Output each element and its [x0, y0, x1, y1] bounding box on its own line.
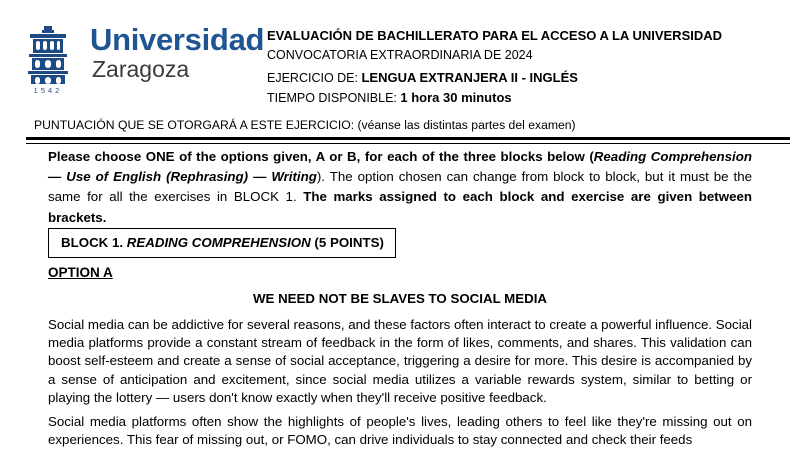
- logo-city-name: Zaragoza: [92, 56, 190, 82]
- instructions: [48, 147, 752, 228]
- block-prefix: BLOCK 1.: [61, 235, 127, 250]
- block-title: READING COMPREHENSION: [126, 235, 311, 250]
- exercise-line: [267, 70, 578, 85]
- logo-year: 1542: [33, 86, 63, 95]
- logo-university-name: Universidad: [90, 22, 265, 57]
- exam-session: CONVOCATORIA EXTRAORDINARIA DE 2024: [267, 48, 533, 62]
- block-heading: [48, 228, 396, 258]
- block-points: (5 POINTS): [310, 235, 384, 250]
- instructions-part4: The marks assigned to each block and exercise are given between brackets.: [48, 189, 752, 225]
- university-tower-emblem-icon: [25, 26, 71, 84]
- exam-title: EVALUACIÓN DE BACHILLERATO PARA EL ACCESO A LA UNIVERSIDAD: [267, 28, 723, 43]
- article-title: WE NEED NOT BE SLAVES TO SOCIAL MEDIA: [252, 291, 548, 306]
- time-line: [267, 90, 512, 105]
- header-divider-thin: [26, 143, 790, 144]
- score-line: PUNTUACIÓN QUE SE OTORGARÁ A ESTE EJERCICIO: (véanse las distintas partes del examen): [34, 118, 576, 132]
- time-label: TIEMPO DISPONIBLE:: [267, 91, 397, 105]
- header-divider-thick: [26, 137, 790, 140]
- exercise-label: EJERCICIO DE:: [267, 71, 358, 85]
- option-label: OPTION A: [48, 265, 113, 280]
- article-paragraph-2: Social media platforms often show the highlights of people's lives, leading others to feel like they're missing out on experiences. This fear of missing out, or FOMO, can drive individuals to stay connected and check their feeds: [48, 414, 752, 448]
- instructions-part3: ). The option chosen can change from block to block, but it must be the same for all the exercises in BLOCK 1.: [48, 169, 752, 205]
- instructions-blocks: Reading Comprehension — Use of English (Rephrasing) — Writing: [48, 149, 752, 185]
- time-value: 1 hora 30 minutos: [400, 90, 512, 105]
- exercise-value: LENGUA EXTRANJERA II - INGLÉS: [361, 70, 578, 85]
- article-paragraph-1: Social media can be addictive for several reasons, and these factors often interact to create a powerful influence. Social media platforms provide a constant stream of feedback in the form of likes, comments, and shares. This validation can boost self-esteem and create a sense of social acceptance, triggering a desire for more. This desire is accompanied by a sense of anticipation and excitement, since social media utilizes a variable rewards system, similar to betting or playing the lottery — users don't know exactly when they'll receive positive feedback.: [48, 317, 752, 405]
- instructions-part1: Please choose ONE of the options given, A or B, for each of the three blocks below (: [48, 149, 594, 164]
